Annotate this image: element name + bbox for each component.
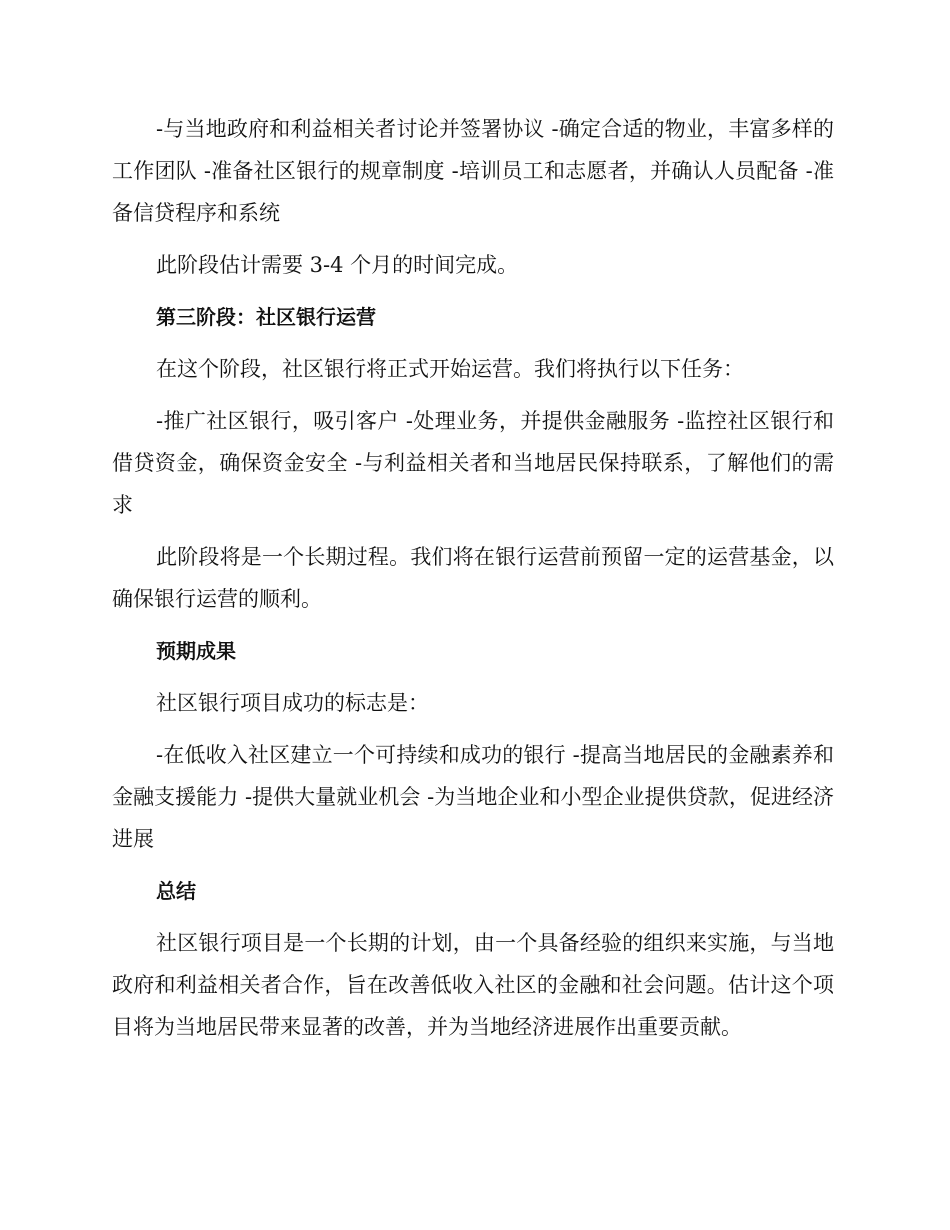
paragraph-phase-three-tasks: -推广社区银行，吸引客户 -处理业务，并提供金融服务 -监控社区银行和借贷资金，确保资金安全 -与利益相关者和当地居民保持联系，了解他们的需求	[112, 409, 834, 517]
paragraph-phase-two-duration: 此阶段估计需要 3-4 个月的时间完成。	[156, 253, 519, 277]
paragraph-phase-three-duration: 此阶段将是一个长期过程。我们将在银行运营前预留一定的运营基金，以确保银行运营的顺利。	[112, 545, 834, 611]
paragraph-summary: 社区银行项目是一个长期的计划，由一个具备经验的组织来实施，与当地政府和利益相关者合作，旨在改善低收入社区的金融和社会问题。估计这个项目将为当地居民带来显著的改善，并为当地经济进展作出重要贡献。	[112, 931, 834, 1039]
paragraph-phase-two-tasks: -与当地政府和利益相关者讨论并签署协议 -确定合适的物业，丰富多样的工作团队 -准备社区银行的规章制度 -培训员工和志愿者，并确认人员配备 -准备信贷程序和系统	[112, 117, 834, 225]
document-body	[112, 108, 834, 1058]
heading-phase-three: 第三阶段：社区银行运营	[156, 305, 376, 329]
paragraph-success-intro: 社区银行项目成功的标志是：	[156, 691, 429, 715]
paragraph-phase-three-intro: 在这个阶段，社区银行将正式开始运营。我们将执行以下任务：	[156, 357, 744, 381]
paragraph-success-criteria: -在低收入社区建立一个可持续和成功的银行 -提高当地居民的金融素养和金融支援能力 -提供大量就业机会 -为当地企业和小型企业提供贷款，促进经济进展	[112, 743, 834, 851]
heading-expected-results: 预期成果	[156, 639, 236, 663]
heading-summary: 总结	[156, 879, 196, 903]
